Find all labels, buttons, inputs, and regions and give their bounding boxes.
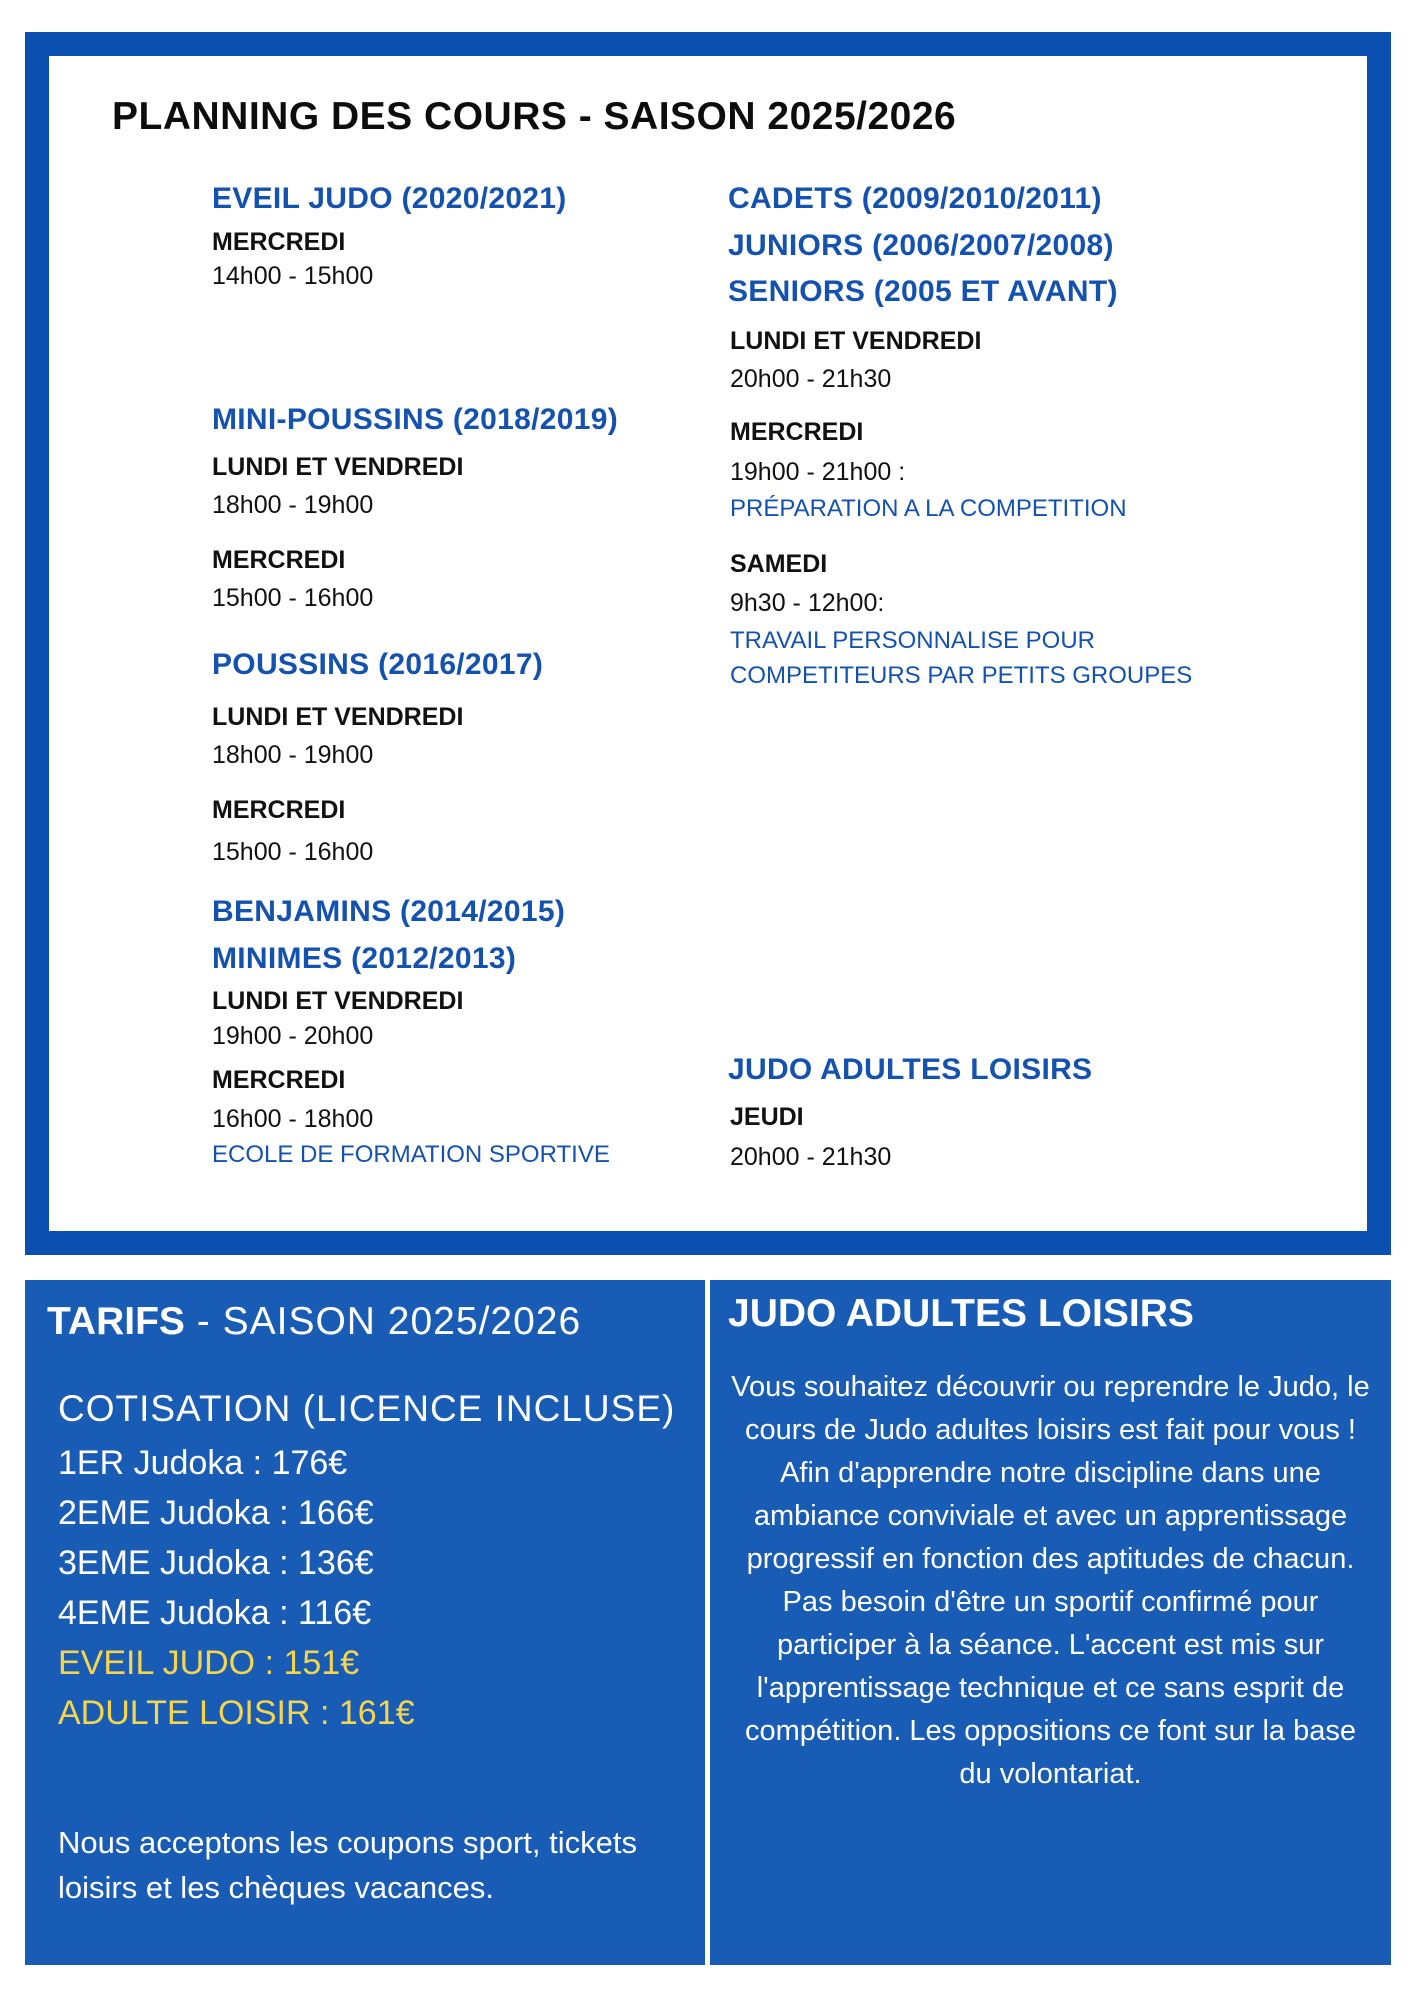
price-list bbox=[58, 1438, 415, 1738]
tarifs-panel bbox=[25, 1280, 705, 1965]
poussins-day2: MERCREDI bbox=[212, 796, 346, 824]
description-paragraph: Afin d'apprendre notre discipline dans une ambiance conviviale et avec un apprentissage progressif en fonction des aptitudes de chacun. bbox=[746, 1457, 1355, 1575]
payment-methods-note: Nous acceptons les coupons sport, tickets loisirs et les chèques vacances. bbox=[58, 1825, 637, 1905]
cadets-day3: SAMEDI bbox=[730, 550, 828, 578]
adultes-loisirs-description bbox=[728, 1366, 1373, 1796]
benjamins-day1: LUNDI ET VENDREDI bbox=[212, 987, 464, 1015]
cotisation-heading: COTISATION (LICENCE INCLUSE) bbox=[58, 1388, 676, 1429]
description-paragraph: Pas besoin d'être un sportif confirmé pour participer à la séance. L'accent est mis sur l'apprentissage technique et ce sans esprit de compétition. Les oppositions ce font sur la base du volontariat. bbox=[745, 1586, 1356, 1790]
cadets-time1: 20h00 - 21h30 bbox=[730, 365, 892, 393]
price-row: 2EME Judoka : 166€ bbox=[58, 1494, 374, 1532]
eveil-day: MERCREDI bbox=[212, 228, 346, 256]
benjamins-time1: 19h00 - 20h00 bbox=[212, 1022, 374, 1050]
adultes-day: JEUDI bbox=[730, 1103, 804, 1131]
adultes-loisirs-panel bbox=[710, 1280, 1391, 1965]
cadets-day2: MERCREDI bbox=[730, 418, 864, 446]
price-row-adulte: ADULTE LOISIR : 161€ bbox=[58, 1694, 415, 1732]
seniors-category: SENIORS (2005 ET AVANT) bbox=[728, 275, 1118, 308]
juniors-category: JUNIORS (2006/2007/2008) bbox=[728, 229, 1114, 262]
price-row: 4EME Judoka : 116€ bbox=[58, 1594, 372, 1632]
benjamins-time2: 16h00 - 18h00 bbox=[212, 1105, 374, 1133]
cadets-time3: 9h30 - 12h00: bbox=[730, 589, 885, 617]
cadets-note2: PRÉPARATION A LA COMPETITION bbox=[730, 495, 1127, 522]
benjamins-note: ECOLE DE FORMATION SPORTIVE bbox=[212, 1141, 610, 1168]
poussins-time2: 15h00 - 16h00 bbox=[212, 838, 374, 866]
tarifs-title-bold: TARIFS bbox=[47, 1300, 185, 1343]
tarifs-title-season: - SAISON 2025/2026 bbox=[184, 1300, 582, 1343]
cadets-note3-line2: COMPETITEURS PAR PETITS GROUPES bbox=[730, 662, 1193, 689]
benjamins-day2: MERCREDI bbox=[212, 1066, 346, 1094]
eveil-time: 14h00 - 15h00 bbox=[212, 262, 374, 290]
benjamins-category: BENJAMINS (2014/2015) bbox=[212, 895, 566, 928]
planning-title: PLANNING DES COURS - SAISON 2025/2026 bbox=[112, 95, 957, 138]
mini-poussins-day1: LUNDI ET VENDREDI bbox=[212, 453, 464, 481]
price-row-eveil: EVEIL JUDO : 151€ bbox=[58, 1644, 360, 1682]
cadets-note3-line1: TRAVAIL PERSONNALISE POUR bbox=[730, 627, 1095, 654]
poussins-day1: LUNDI ET VENDREDI bbox=[212, 703, 464, 731]
mini-poussins-category: MINI-POUSSINS (2018/2019) bbox=[212, 403, 618, 436]
mini-poussins-time1: 18h00 - 19h00 bbox=[212, 491, 374, 519]
adultes-category: JUDO ADULTES LOISIRS bbox=[728, 1053, 1093, 1086]
price-row: 1ER Judoka : 176€ bbox=[58, 1444, 348, 1482]
poussins-time1: 18h00 - 19h00 bbox=[212, 741, 374, 769]
price-row: 3EME Judoka : 136€ bbox=[58, 1544, 374, 1582]
tarifs-title bbox=[47, 1300, 581, 1344]
mini-poussins-time2: 15h00 - 16h00 bbox=[212, 584, 374, 612]
cadets-time2: 19h00 - 21h00 : bbox=[730, 458, 906, 486]
poussins-category: POUSSINS (2016/2017) bbox=[212, 648, 544, 681]
mini-poussins-day2: MERCREDI bbox=[212, 546, 346, 574]
eveil-category: EVEIL JUDO (2020/2021) bbox=[212, 182, 567, 215]
description-paragraph: Vous souhaitez découvrir ou reprendre le Judo, le cours de Judo adultes loisirs est fait pour vous ! bbox=[731, 1371, 1370, 1446]
cadets-day1: LUNDI ET VENDREDI bbox=[730, 327, 982, 355]
minimes-category: MINIMES (2012/2013) bbox=[212, 942, 517, 975]
adultes-loisirs-title: JUDO ADULTES LOISIRS bbox=[728, 1292, 1194, 1335]
adultes-time: 20h00 - 21h30 bbox=[730, 1143, 892, 1171]
cadets-category: CADETS (2009/2010/2011) bbox=[728, 182, 1102, 215]
